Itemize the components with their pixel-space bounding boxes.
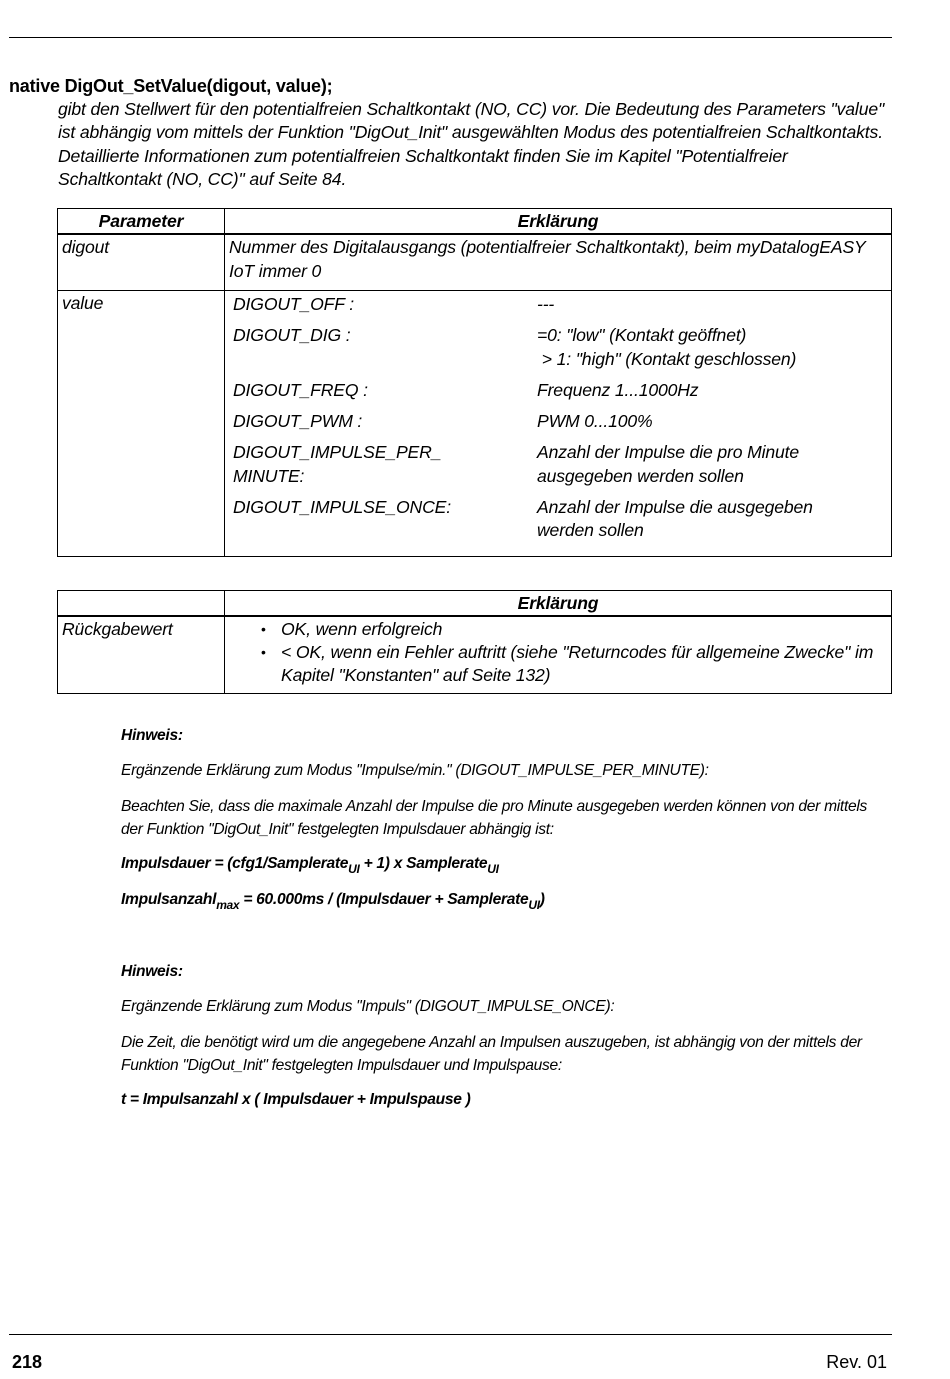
mode-desc: > 1: "high" (Kontakt geschlossen) bbox=[537, 348, 797, 369]
list-item bbox=[229, 293, 887, 316]
list-item: • OK, wenn erfolgreich bbox=[281, 618, 887, 641]
formula-impulsanzahl: Impulsanzahl$_{max}$ = 60.000ms / (Impulsdauer + Samplerate$_{UI}$) bbox=[121, 891, 545, 912]
table-row bbox=[58, 234, 892, 291]
param-name-value: value bbox=[62, 293, 104, 313]
mode-desc: Frequenz 1...1000Hz bbox=[537, 379, 699, 400]
note-text: Ergänzende Erklärung zum Modus "Impuls" (DIGOUT_IMPULSE_ONCE): bbox=[121, 998, 615, 1015]
list-item: • < OK, wenn ein Fehler auftritt (siehe "Returncodes für allgemeine Zwecke" im Kapitel "Konstanten" auf Seite 132) bbox=[281, 641, 887, 687]
top-rule bbox=[9, 37, 892, 38]
list-item bbox=[229, 371, 887, 402]
page-number: 218 bbox=[12, 1352, 43, 1372]
bottom-rule bbox=[9, 1334, 892, 1335]
value-modes bbox=[229, 293, 887, 543]
return-label: Rückgabewert bbox=[62, 619, 173, 639]
note-text: Beachten Sie, dass die maximale Anzahl der Impulse die pro Minute ausgegeben werden können von der mittels der Funktion "DigOut_Init" festgelegten Impulsdauer abhängig ist: bbox=[121, 798, 868, 838]
table-row bbox=[58, 616, 892, 694]
note-text: Ergänzende Erklärung zum Modus "Impulse/min." (DIGOUT_IMPULSE_PER_MINUTE): bbox=[121, 762, 709, 779]
return-table bbox=[57, 590, 892, 694]
mode-desc: =0: "low" (Kontakt geöffnet) bbox=[537, 325, 747, 346]
mode-key: DIGOUT_OFF : bbox=[233, 294, 355, 314]
mode-desc: Anzahl der Impulse die ausgegeben bbox=[537, 497, 813, 518]
formula-time: t = Impulsanzahl x ( Impulsdauer + Impulspause ) bbox=[121, 1091, 471, 1108]
header-empty bbox=[58, 591, 225, 617]
mode-desc: --- bbox=[537, 294, 555, 314]
mode-key: DIGOUT_PWM : bbox=[233, 411, 363, 432]
formula-impulsdauer: Impulsdauer = (cfg1/Samplerate$_{UI}$ + 1) x Samplerate$_{UI}$ bbox=[121, 855, 499, 876]
list-item bbox=[229, 488, 887, 543]
header-erklaerung: Erklärung bbox=[225, 209, 892, 235]
mode-desc: ausgegeben werden sollen bbox=[537, 465, 744, 486]
mode-desc: PWM 0...100% bbox=[537, 411, 653, 432]
note-heading: Hinweis: bbox=[121, 727, 183, 744]
param-name-digout: digout bbox=[62, 237, 110, 257]
note-heading: Hinweis: bbox=[121, 963, 183, 980]
mode-key: DIGOUT_DIG : bbox=[233, 325, 351, 346]
mode-key: MINUTE: bbox=[233, 465, 305, 486]
header-parameter: Parameter bbox=[58, 209, 225, 235]
note-text: Die Zeit, die benötigt wird um die angegebene Anzahl an Impulsen auszugeben, ist abhängig von der mittels der Funktion "DigOut_Init" festgelegten Impulsdauer und Impulspause: bbox=[121, 1034, 862, 1074]
note-impulse-once bbox=[121, 963, 891, 1111]
mode-key: DIGOUT_IMPULSE_PER_ bbox=[233, 442, 442, 463]
mode-desc: Anzahl der Impulse die pro Minute bbox=[537, 442, 800, 463]
function-signature: native DigOut_SetValue(digout, value); bbox=[9, 76, 333, 96]
list-item bbox=[229, 402, 887, 433]
list-item bbox=[229, 433, 887, 488]
function-description: gibt den Stellwert für den potentialfreien Schaltkontakt (NO, CC) vor. Die Bedeutung des Parameters "value" ist abhängig vom mittels der Funktion "DigOut_Init" ausgewählten Modus des potentialfreien Schaltkontakts. Detaillierte Informationen zum potentialfreien Schaltkontakt finden Sie im Kapitel "Potentialfreier Schaltkontakt (NO, CC)" auf Seite 84. bbox=[58, 99, 885, 189]
return-bullets bbox=[229, 618, 887, 686]
param-text-digout: Nummer des Digitalausgangs (potentialfreier Schaltkontakt), beim myDatalogEASY IoT immer 0 bbox=[229, 237, 866, 281]
mode-desc: werden sollen bbox=[537, 520, 644, 541]
table-row bbox=[58, 291, 892, 557]
note-impulse-per-minute bbox=[121, 727, 891, 911]
revision: Rev. 01 bbox=[826, 1352, 887, 1372]
mode-key: DIGOUT_FREQ : bbox=[233, 379, 368, 400]
list-item bbox=[229, 316, 887, 371]
header-erklaerung: Erklärung bbox=[225, 591, 892, 617]
mode-key: DIGOUT_IMPULSE_ONCE: bbox=[233, 497, 451, 518]
parameter-table bbox=[57, 208, 892, 557]
